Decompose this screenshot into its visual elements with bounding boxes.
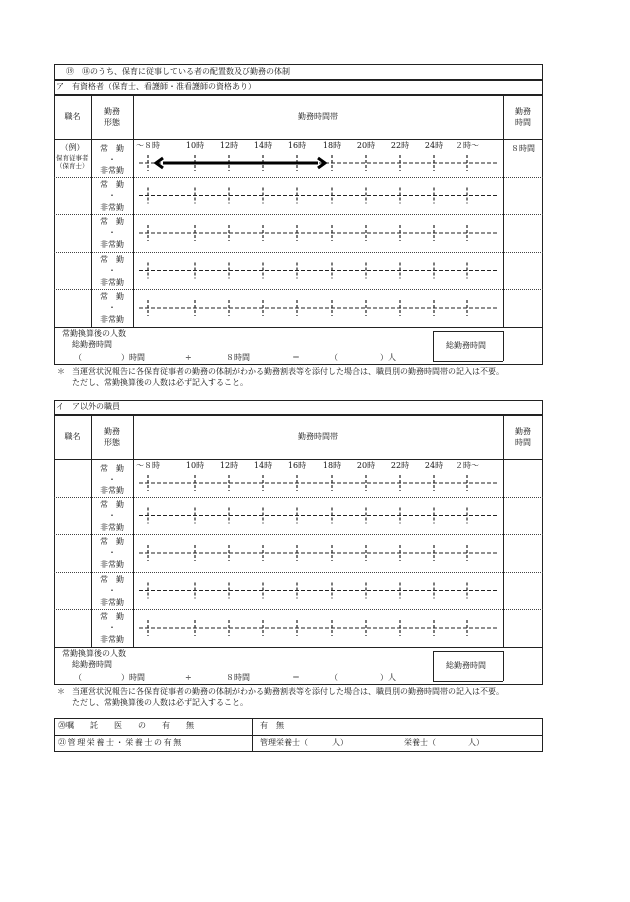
table-b-shift-part: 非常勤 [100, 635, 124, 644]
table-b-header-time-band: 勤務時間帯 [298, 432, 338, 441]
table-a-result-open: （ [330, 352, 338, 362]
table-a-time-label: 10時 [185, 141, 205, 150]
table-b-note-line1: 当運営状況報告に各保育従事者の勤務の体制がわかる勤務割表等を添付した場合は、職員別の勤務時間帯の記入は不要。 [72, 686, 504, 696]
table-b-shift-dot: ・ [108, 475, 116, 484]
table-a-shift-full: 常 勤 [100, 292, 124, 301]
section-a-title: ア 有資格者（保育士、看護師・准看護師の資格あり） [56, 82, 256, 91]
table-b-shift-full: 常 勤 [100, 574, 124, 584]
example-job: 保育従事者（保育士） [56, 154, 89, 171]
table-a-time-label: ～８時 [136, 141, 160, 150]
table-b-header-hours-2: 時間 [515, 438, 531, 447]
example-hours: ８時間 [511, 144, 535, 153]
table-b-time-label: 20時 [356, 461, 376, 470]
table-a-time-label: 18時 [322, 141, 342, 150]
table-b-time-label: ～８時 [136, 461, 160, 470]
table-b-fte-label: 常勤換算後の人数 [62, 648, 126, 658]
table-a-total-hours-input[interactable] [82, 353, 120, 363]
table-b-shift-part: 非常勤 [100, 486, 124, 495]
table-b-shift-dot: ・ [108, 623, 116, 632]
table-a-shift-part: 非常勤 [100, 202, 124, 212]
table-b-shift-dot: ・ [108, 585, 116, 595]
table-b-note-line2: ただし、常勤換算後の人数は必ず記入すること。 [72, 697, 248, 707]
table-b-shift-part: 非常勤 [100, 560, 124, 569]
table-a-shift-dot: ・ [108, 303, 116, 312]
table-a-shift-dot: ・ [108, 155, 116, 164]
table-b-time-label: 18時 [322, 461, 342, 470]
section-b-title: イ ア以外の職員 [56, 402, 120, 411]
table-a-time-label: 14時 [253, 141, 273, 150]
table-a-note-line2: ただし、常勤換算後の人数は必ず記入すること。 [72, 377, 248, 387]
commission-doctor-label: ⑳嘱 託 医 の 有 無 [58, 721, 194, 730]
table-a-shift-dot: ・ [108, 190, 116, 200]
table-b-shift-part: 非常勤 [100, 522, 124, 532]
table-a-note-mark: ＊ [57, 366, 65, 376]
table-a-total-label: 総勤務時間 [72, 339, 112, 349]
table-b-total-hours-value[interactable] [505, 652, 541, 680]
table-a-total-hours-value[interactable] [505, 332, 541, 360]
table-a-header-hours-1: 勤務 [515, 107, 531, 116]
table-b-total-hours-box: 総勤務時間 [446, 660, 486, 670]
table-b-result-open: （ [330, 672, 338, 682]
table-a-shift-dot: ・ [108, 228, 116, 237]
commission-doctor-value[interactable]: 有 無 [260, 721, 284, 730]
table-a-header-hours-2: 時間 [515, 118, 531, 127]
example-label: （例） [60, 143, 85, 152]
table-a-header-form-1: 勤務 [104, 107, 120, 116]
table-b-header-job: 職名 [64, 432, 81, 441]
table-a-eight-hours: ８時間 [226, 352, 250, 362]
table-b-total-label: 総勤務時間 [72, 659, 112, 669]
table-a-hours-unit: ）時間 [121, 352, 145, 362]
table-b-time-label: 16時 [287, 461, 307, 470]
table-b-time-label: 24時 [424, 461, 444, 470]
table-b-shift-full: 常 勤 [100, 464, 124, 473]
dietitian-count[interactable]: 栄養士（ 人） [404, 738, 484, 747]
table-a-shift-part: 非常勤 [100, 240, 124, 249]
table-b-note-mark: ＊ [57, 686, 65, 696]
table-b-header-form-2: 形態 [104, 438, 120, 447]
table-b-shift-full: 常 勤 [100, 612, 124, 621]
table-a-shift-dot: ・ [108, 265, 116, 275]
table-b-open-paren: （ [74, 672, 82, 682]
table-a-time-label: ２時～ [455, 141, 479, 150]
table-a-shift-full: 常 勤 [100, 217, 124, 226]
table-a-time-label: 24時 [424, 141, 444, 150]
table-b-timeline[interactable] [0, 0, 1, 1]
table-b-total-hours-input[interactable] [82, 673, 120, 683]
table-b-time-label: 10時 [185, 461, 205, 470]
table-b-persons-unit: ）人 [380, 672, 396, 682]
table-a-shift-part: 非常勤 [100, 166, 124, 175]
table-a-shift-full: 常 勤 [100, 179, 124, 189]
table-b-shift-dot: ・ [108, 510, 116, 520]
table-a-time-label: 16時 [287, 141, 307, 150]
table-a-header-form-2: 形態 [104, 118, 120, 127]
table-a-open-paren: （ [74, 352, 82, 362]
table-a-total-hours-box: 総勤務時間 [446, 340, 486, 350]
table-a-time-label: 22時 [390, 141, 410, 150]
registered-dietitian-count[interactable]: 管理栄養士（ 人） [260, 738, 348, 747]
table-a-time-label: 20時 [356, 141, 376, 150]
table-a-note-line1: 当運営状況報告に各保育従事者の勤務の体制がわかる勤務割表等を添付した場合は、職員別の勤務時間帯の記入は不要。 [72, 366, 504, 376]
table-a-shift-part: 非常勤 [100, 315, 124, 324]
table-a-shift-part: 非常勤 [100, 277, 124, 287]
table-b-equals: ＝ [292, 672, 300, 682]
table-a-header-job: 職名 [64, 112, 81, 121]
table-a-shift-full: 常 勤 [100, 144, 124, 153]
section-b-header [54, 400, 543, 415]
section-19-title: ⑲ ⑱のうち、保育に従事している者の配置数及び勤務の体制 [66, 67, 290, 76]
table-b-shift-full: 常 勤 [100, 537, 124, 546]
table-a-header-time-band: 勤務時間帯 [298, 112, 338, 121]
table-b-header-hours-1: 勤務 [515, 427, 531, 436]
table-b-fte-result-input[interactable] [338, 673, 378, 683]
table-b-time-label: 22時 [390, 461, 410, 470]
table-b-shift-dot: ・ [108, 548, 116, 557]
table-a-persons-unit: ）人 [380, 352, 396, 362]
table-b-eight-hours: ８時間 [226, 672, 250, 682]
dietitian-label: ㉑管理栄養士・栄養士の有無 [58, 738, 183, 747]
table-b-time-label: 14時 [253, 461, 273, 470]
table-a-fte-label: 常勤換算後の人数 [62, 328, 126, 338]
table-a-equals: ＝ [292, 352, 300, 362]
table-b-shift-part: 非常勤 [100, 597, 124, 607]
table-a-shift-full: 常 勤 [100, 254, 124, 264]
table-a-time-label: 12時 [219, 141, 239, 150]
table-b-time-label: 12時 [219, 461, 239, 470]
table-b-time-label: ２時～ [455, 461, 479, 470]
table-b-hours-unit: ）時間 [121, 672, 145, 682]
table-b-shift-full: 常 勤 [100, 499, 124, 509]
table-a-divide: ÷ [185, 352, 192, 362]
table-b-header-form-1: 勤務 [104, 427, 120, 436]
table-a-fte-result-input[interactable] [338, 353, 378, 363]
table-b-divide: ÷ [185, 672, 192, 682]
